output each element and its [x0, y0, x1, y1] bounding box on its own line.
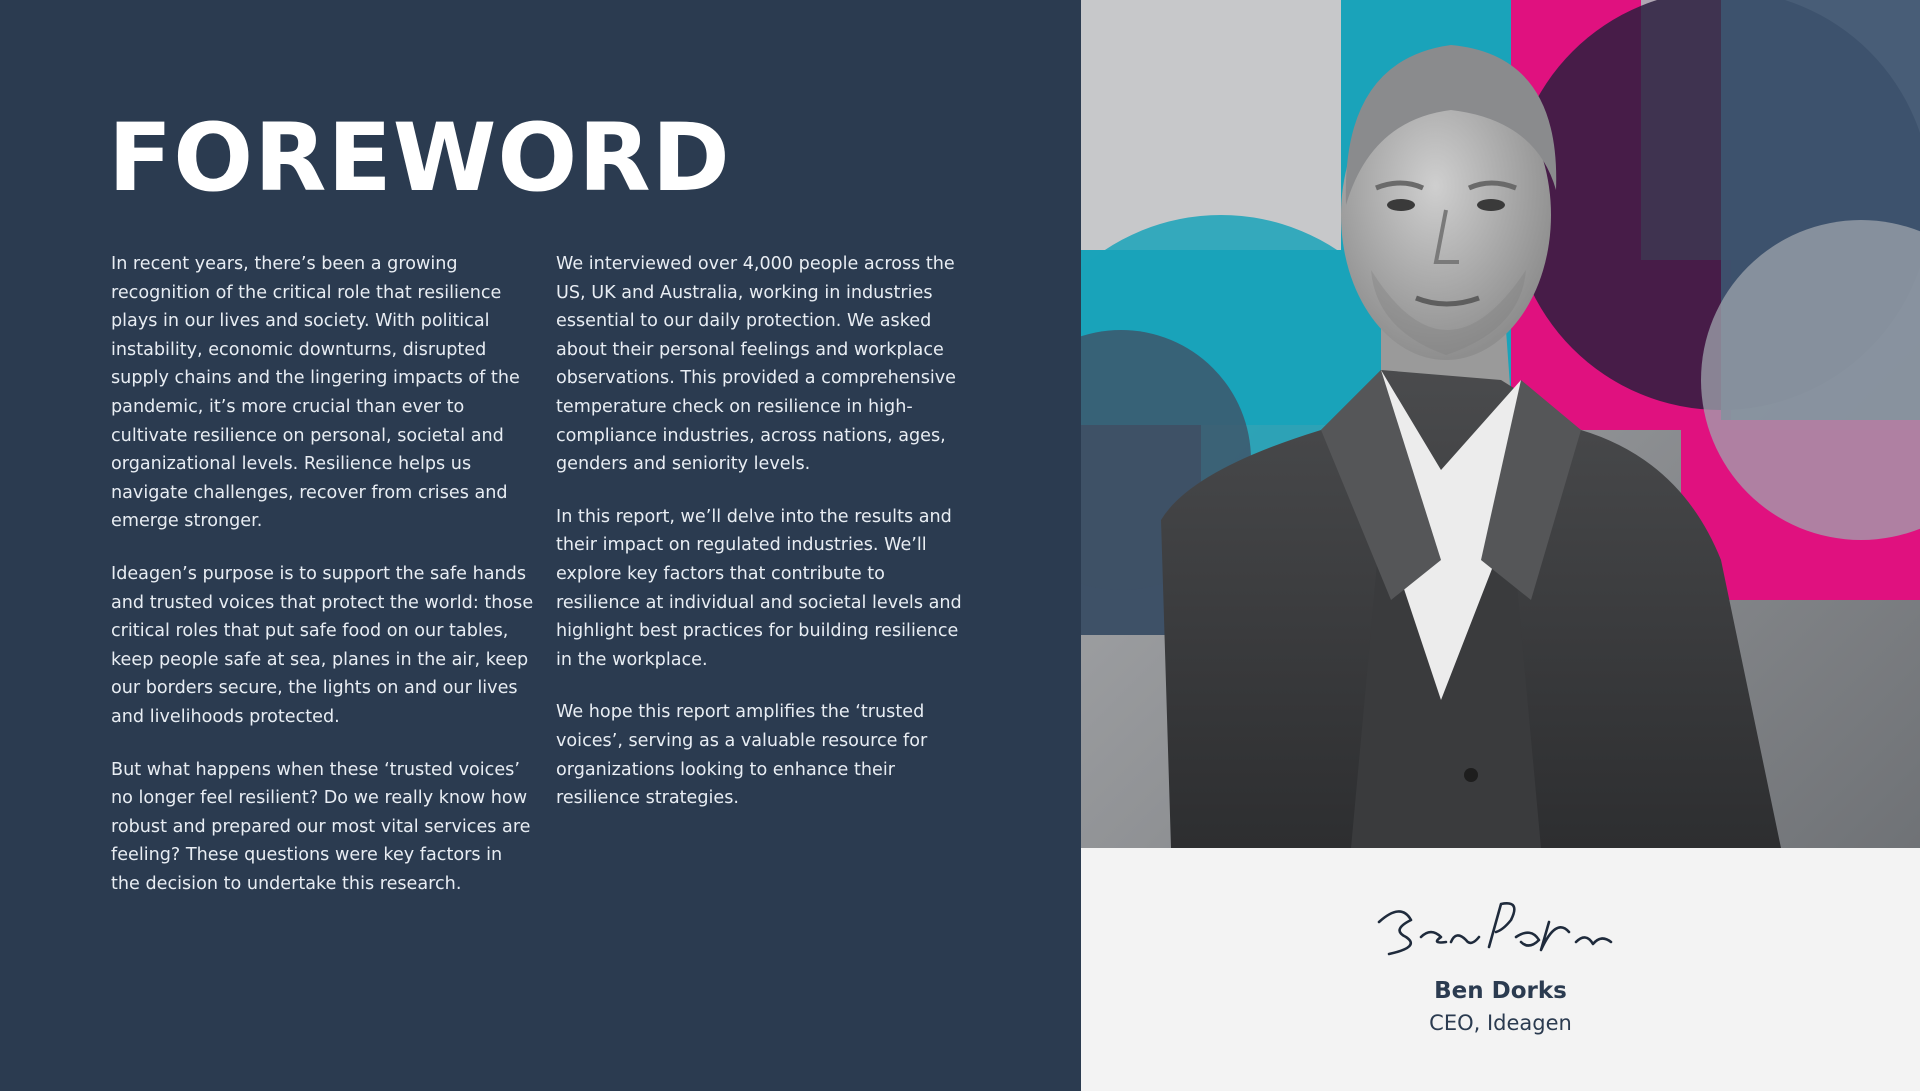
page-title: FOREWORD — [108, 104, 731, 213]
paragraph: In this report, we’ll delve into the results and their impact on regulated industries. We’ll explore key factors that contribute to resilience at individual and societal levels and highlight best practices for building resilience in the workplace. — [556, 506, 962, 670]
signature — [1371, 892, 1631, 962]
paragraph: We interviewed over 4,000 people across the US, UK and Australia, working in industries essential to our daily protection. We asked about their personal feelings and workplace observations. This provided a comprehensive temperature check on resilience in high-compliance industries, across nations, ages, genders and seniority levels. — [556, 254, 956, 475]
portrait-photo — [1081, 0, 1920, 848]
text-column-right — [556, 250, 968, 837]
author-role: CEO, Ideagen — [1429, 1011, 1572, 1035]
portrait-illustration — [1081, 0, 1920, 848]
text-column-left — [111, 250, 536, 922]
paragraph: In recent years, there’s been a growing recognition of the critical role that resilience plays in our lives and society. With political instability, economic downturns, disrupted supply chains and the lingering impacts of the pandemic, it’s more crucial than ever to cultivate resilience on personal, societal and organizational levels. Resilience helps us navigate challenges, recover from crises and emerge stronger. — [111, 254, 520, 532]
portrait-panel — [1081, 0, 1920, 1091]
author-name: Ben Dorks — [1434, 978, 1567, 1004]
signature-block — [1081, 848, 1920, 1091]
paragraph: Ideagen’s purpose is to support the safe hands and trusted voices that protect the world: those critical roles that put safe food on our tables, keep people safe at sea, planes in the air, keep our borders secure, the lights on and our lives and livelihoods protected. — [111, 563, 534, 727]
paragraph: We hope this report amplifies the ‘trusted voices’, serving as a valuable resource for organizations looking to enhance their resilience strategies. — [556, 702, 928, 809]
paragraph: But what happens when these ‘trusted voices’ no longer feel resilient? Do we really know how robust and prepared our most vital services are feeling? These questions were key factors in the decision to undertake this research. — [111, 759, 531, 894]
